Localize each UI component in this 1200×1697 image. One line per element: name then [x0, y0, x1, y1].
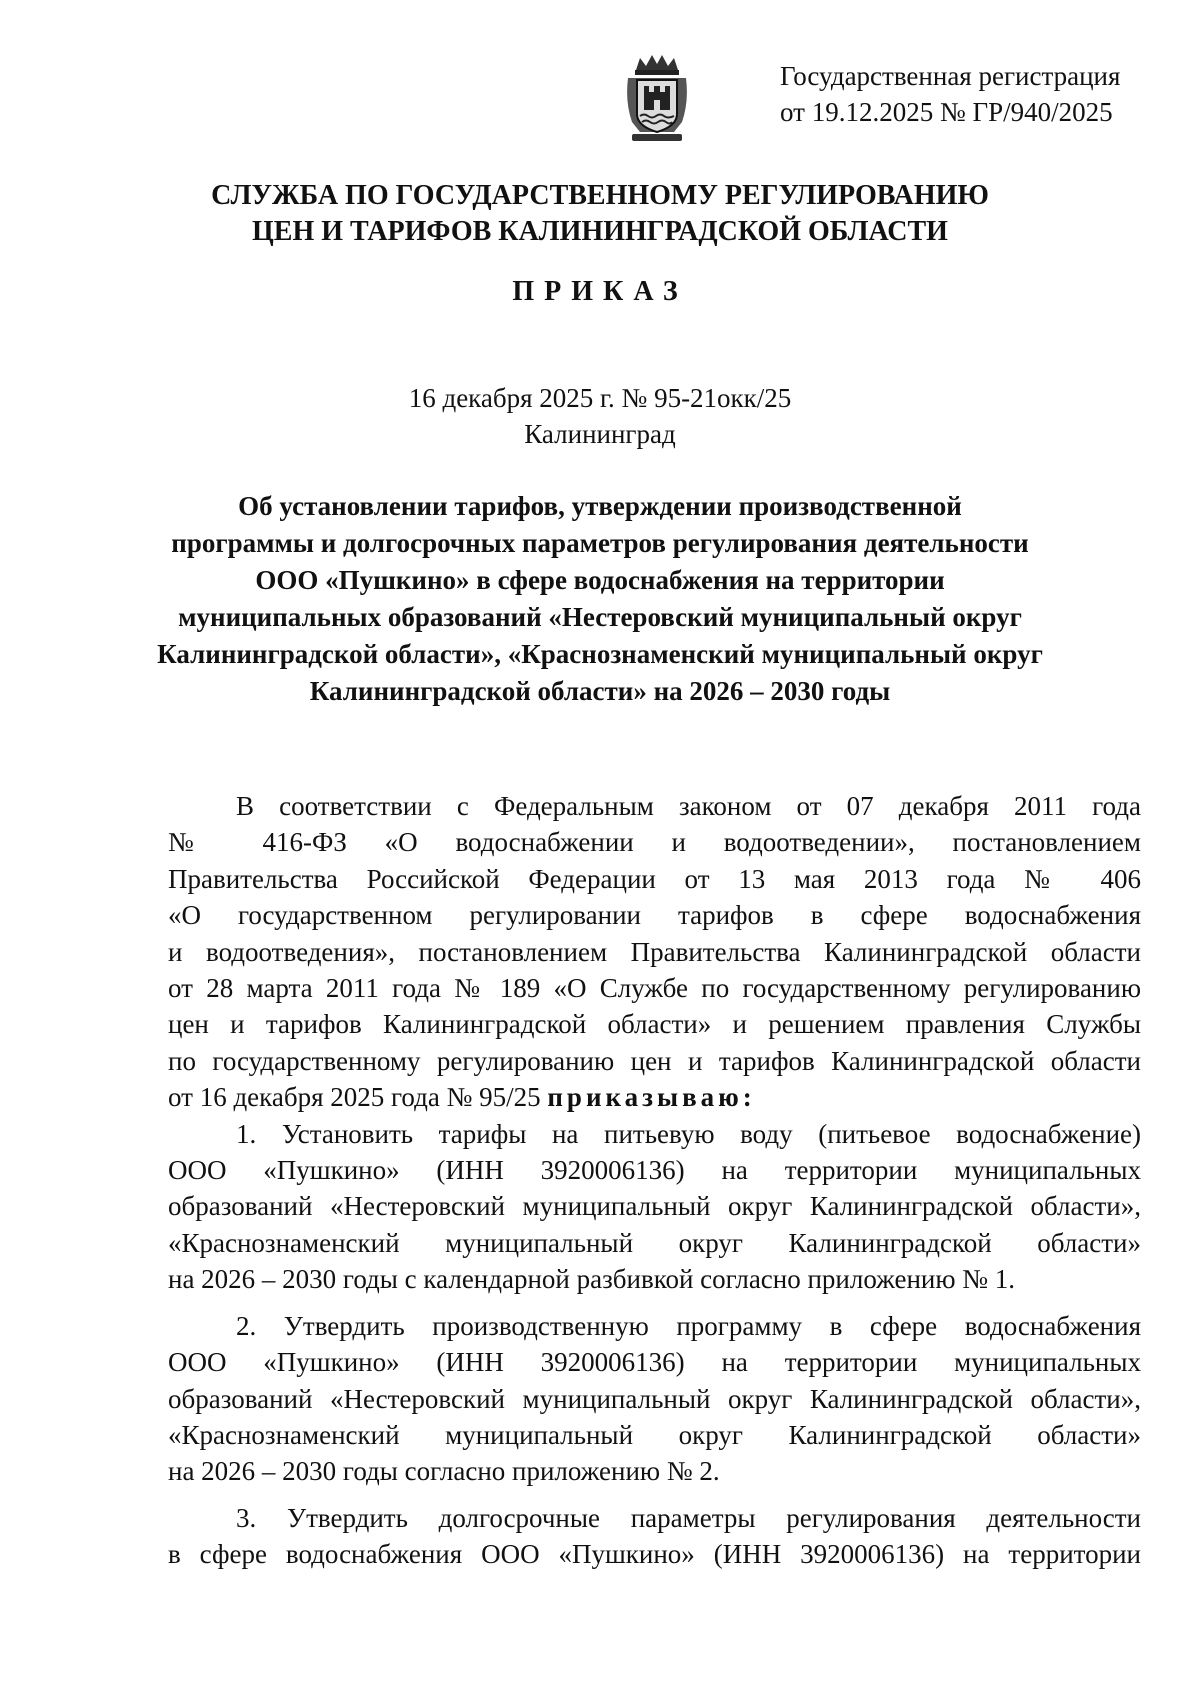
- title-line: Калининградской области» на 2026 – 2030 годы: [309, 676, 891, 706]
- body-line: 3. Утвердить долгосрочные параметры регулирования деятельности: [236, 1502, 1141, 1533]
- agency-name: [0, 178, 1200, 250]
- order-city: Калининград: [524, 419, 676, 449]
- order-meta: [0, 380, 1200, 452]
- registration-block: [780, 58, 1120, 130]
- body-line: Правительства Российской Федерации от 13 мая 2013 года № 406: [168, 863, 1141, 894]
- body-line: и водоотведения», постановлением Правительства Калининградской области: [168, 936, 1141, 967]
- body-line: цен и тарифов Калининградской области» и решением правления Службы: [168, 1009, 1141, 1040]
- item-1-paragraph: [168, 1116, 1141, 1298]
- body-line: на 2026 – 2030 годы согласно приложению № 2.: [168, 1456, 720, 1487]
- preamble-decision-ref: от 16 декабря 2025 года № 95/25: [168, 1082, 541, 1113]
- body-line: В соответствии с Федеральным законом от 07 декабря 2011 года: [236, 791, 1141, 821]
- body-line: в сфере водоснабжения ООО «Пушкино» (ИНН 3920006136) на территории: [168, 1539, 1141, 1570]
- coat-of-arms-icon: [622, 52, 692, 144]
- body-line: ООО «Пушкино» (ИНН 3920006136) на территории муниципальных: [168, 1155, 1141, 1186]
- body-line: «Краснознаменский муниципальный округ Калининградской области»: [168, 1227, 1141, 1258]
- paragraph-gap: [168, 1298, 1141, 1308]
- body-line: «Краснознаменский муниципальный округ Калининградской области»: [168, 1419, 1141, 1450]
- body-line: образований «Нестеровский муниципальный округ Калининградской области»,: [168, 1383, 1141, 1414]
- title-line: Об установлении тарифов, утверждении производственной: [238, 491, 962, 521]
- body-line: 2. Утвердить производственную программу в сфере водоснабжения: [236, 1310, 1141, 1341]
- body-line: образований «Нестеровский муниципальный округ Калининградской области»,: [168, 1191, 1141, 1222]
- body-line: [168, 1079, 1141, 1115]
- order-verb: приказываю:: [547, 1082, 756, 1113]
- body-line: по государственному регулированию цен и тарифов Калининградской области: [168, 1045, 1141, 1076]
- body-line: № 416-ФЗ «О водоснабжении и водоотведении», постановлением: [168, 827, 1141, 858]
- body-line: от 28 марта 2011 года № 189 «О Службе по государственному регулированию: [168, 973, 1141, 1004]
- order-heading: ПРИКАЗ: [512, 276, 688, 307]
- body-line: на 2026 – 2030 годы с календарной разбивкой согласно приложению № 1.: [168, 1264, 1016, 1295]
- paragraph-gap: [168, 1490, 1141, 1500]
- registration-line: Государственная регистрация: [780, 61, 1121, 91]
- body-line: ООО «Пушкино» (ИНН 3920006136) на территории муниципальных: [168, 1347, 1141, 1378]
- order-date-number: 16 декабря 2025 г. № 95-21окк/25: [408, 383, 792, 413]
- agency-name-line: СЛУЖБА ПО ГОСУДАРСТВЕННОМУ РЕГУЛИРОВАНИЮ: [211, 180, 989, 211]
- agency-name-line: ЦЕН И ТАРИФОВ КАЛИНИНГРАДСКОЙ ОБЛАСТИ: [252, 216, 948, 247]
- item-3-paragraph: [168, 1500, 1141, 1573]
- item-2-paragraph: [168, 1308, 1141, 1490]
- registration-number: от 19.12.2025 № ГР/940/2025: [780, 97, 1113, 127]
- order-title: [0, 488, 1200, 710]
- title-line: муниципальных образований «Нестеровский муниципальный округ: [178, 602, 1022, 632]
- body-line: 1. Установить тарифы на питьевую воду (питьевое водоснабжение): [236, 1118, 1141, 1149]
- preamble-paragraph: [168, 788, 1141, 1116]
- title-line: программы и долгосрочных параметров регулирования деятельности: [171, 528, 1029, 558]
- title-line: Калининградской области», «Краснознаменский муниципальный округ: [157, 639, 1043, 669]
- body-line: «О государственном регулировании тарифов в сфере водоснабжения: [168, 900, 1141, 931]
- order-body: [168, 788, 1141, 1573]
- title-line: ООО «Пушкино» в сфере водоснабжения на территории: [255, 565, 945, 595]
